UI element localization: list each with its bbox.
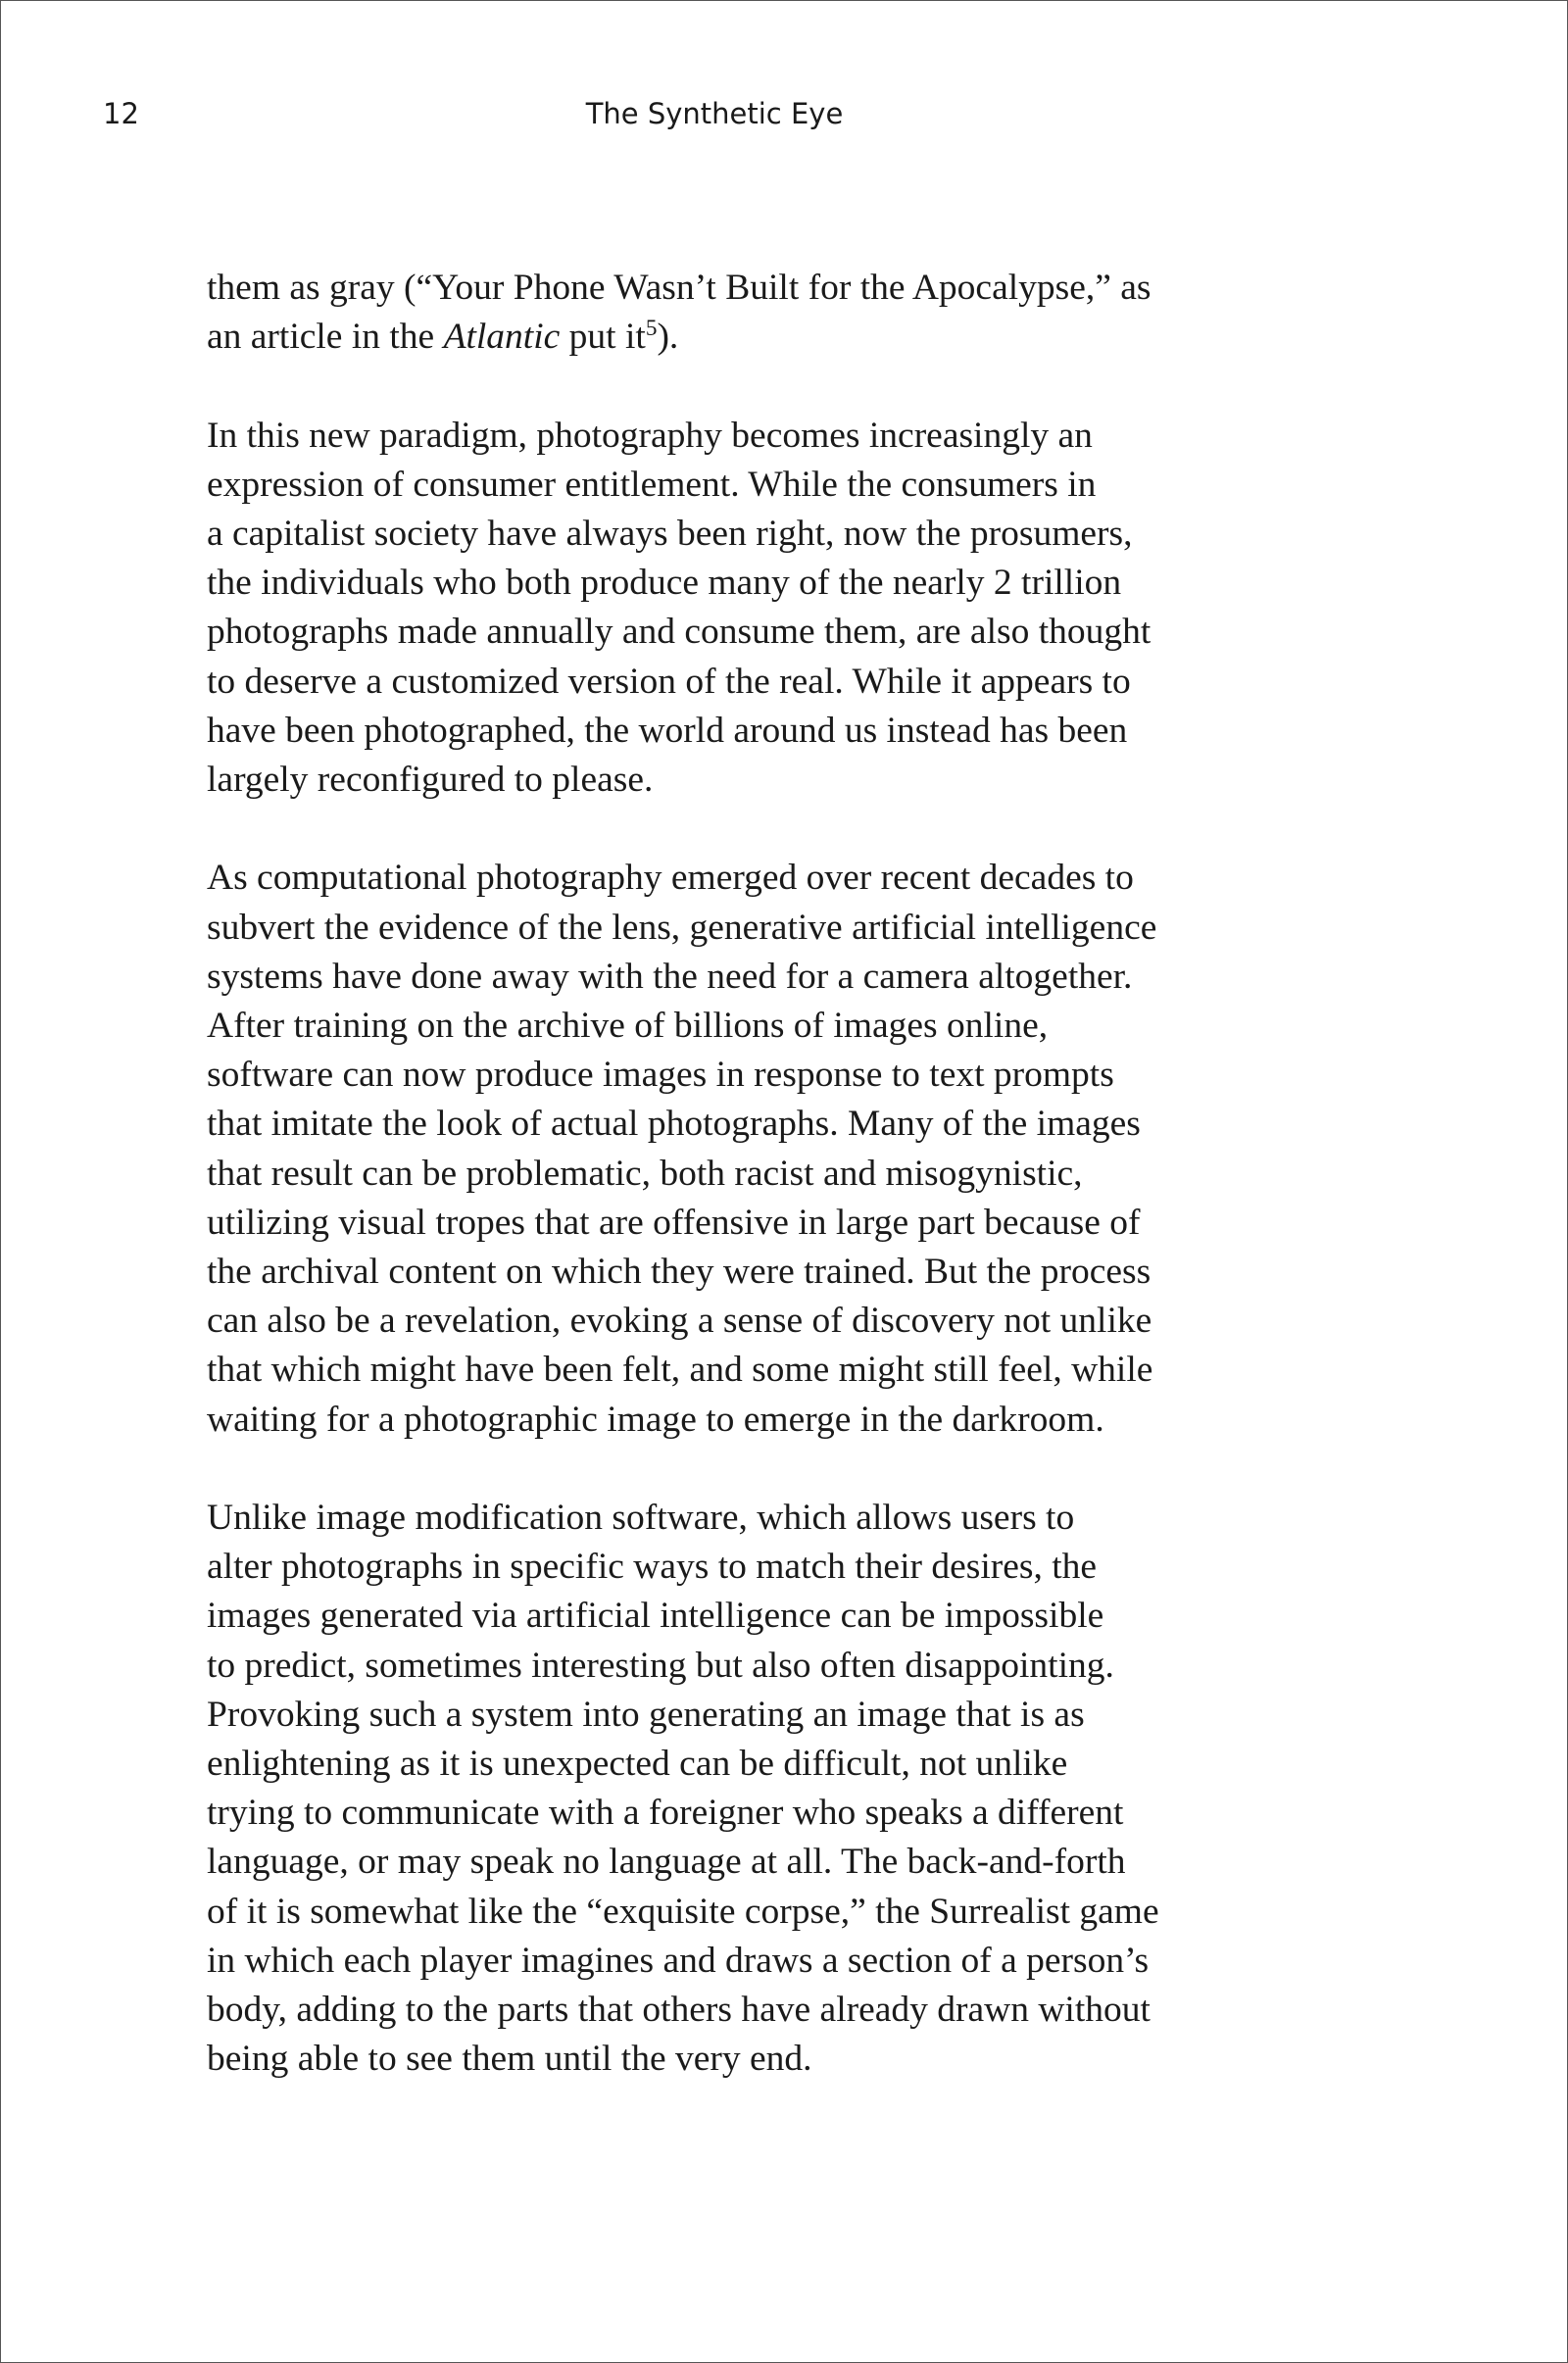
paragraph bbox=[207, 854, 1265, 1444]
text-line: that which might have been felt, and some might still feel, while bbox=[207, 1350, 1153, 1391]
text-line: that result can be problematic, both racist and misogynistic, bbox=[207, 1153, 1083, 1194]
text-line: Provoking such a system into generating an image that is as bbox=[207, 1694, 1085, 1735]
text-line: body, adding to the parts that others have already drawn without bbox=[207, 1990, 1151, 2031]
paragraph bbox=[207, 412, 1265, 806]
text-line: software can now produce images in response to text prompts bbox=[207, 1055, 1114, 1096]
text-line: being able to see them until the very end. bbox=[207, 2039, 812, 2080]
text-line: In this new paradigm, photography becomes increasingly an bbox=[207, 415, 1093, 456]
text-line: systems have done away with the need for a camera altogether. bbox=[207, 956, 1133, 997]
text-line: them as gray (“Your Phone Wasn’t Built for the Apocalypse,” as bbox=[207, 268, 1152, 308]
text-line: language, or may speak no language at all. The back-and-forth bbox=[207, 1842, 1126, 1883]
text-line: subvert the evidence of the lens, generative artificial intelligence bbox=[207, 907, 1157, 948]
text-line: an article in the Atlantic put $it^5$). bbox=[207, 316, 679, 358]
publication-title: Atlantic bbox=[443, 317, 561, 358]
running-head bbox=[1, 97, 1567, 136]
text-line: alter photographs in specific ways to match their desires, the bbox=[207, 1547, 1098, 1588]
text-line: the individuals who both produce many of the nearly 2 trillion bbox=[207, 563, 1122, 604]
text-line: a capitalist society have always been right, now the prosumers, bbox=[207, 514, 1133, 554]
text-line: trying to communicate with a foreigner who speaks a different bbox=[207, 1793, 1124, 1834]
body-text bbox=[207, 264, 1265, 2134]
text-line: the archival content on which they were trained. But the process bbox=[207, 1252, 1152, 1293]
paragraph bbox=[207, 264, 1265, 362]
text-line: to predict, sometimes interesting but also often disappointing. bbox=[207, 1645, 1114, 1686]
text-line: to deserve a customized version of the real. While it appears to bbox=[207, 661, 1131, 702]
text-line: utilizing visual tropes that are offensive in large part because of bbox=[207, 1202, 1141, 1243]
text-line: of it is somewhat like the “exquisite corpse,” the Surrealist game bbox=[207, 1891, 1159, 1932]
footnote-reference[interactable]: 5 bbox=[645, 316, 658, 342]
text-line: images generated via artificial intelligence can be impossible bbox=[207, 1596, 1104, 1637]
paragraph bbox=[207, 1494, 1265, 2084]
page-number: 12 bbox=[103, 97, 139, 130]
text-line: that imitate the look of actual photographs. Many of the images bbox=[207, 1104, 1141, 1145]
text-line: After training on the archive of billions of images online, bbox=[207, 1006, 1049, 1047]
text-line: As computational photography emerged over recent decades to bbox=[207, 858, 1134, 899]
text-line: largely reconfigured to please. bbox=[207, 760, 654, 801]
text-line: Unlike image modification software, which allows users to bbox=[207, 1498, 1075, 1539]
text-line: in which each player imagines and draws a section of a person’s bbox=[207, 1940, 1150, 1981]
book-title: The Synthetic Eye bbox=[585, 97, 844, 130]
text-line: enlightening as it is unexpected can be difficult, not unlike bbox=[207, 1744, 1068, 1785]
text-line: waiting for a photographic image to emerge in the darkroom. bbox=[207, 1399, 1104, 1440]
text-line: expression of consumer entitlement. While the consumers in bbox=[207, 464, 1097, 505]
text-line: have been photographed, the world around us instead has been bbox=[207, 710, 1128, 751]
text-line: can also be a revelation, evoking a sense of discovery not unlike bbox=[207, 1301, 1152, 1342]
text-line: photographs made annually and consume them, are also thought bbox=[207, 612, 1152, 653]
